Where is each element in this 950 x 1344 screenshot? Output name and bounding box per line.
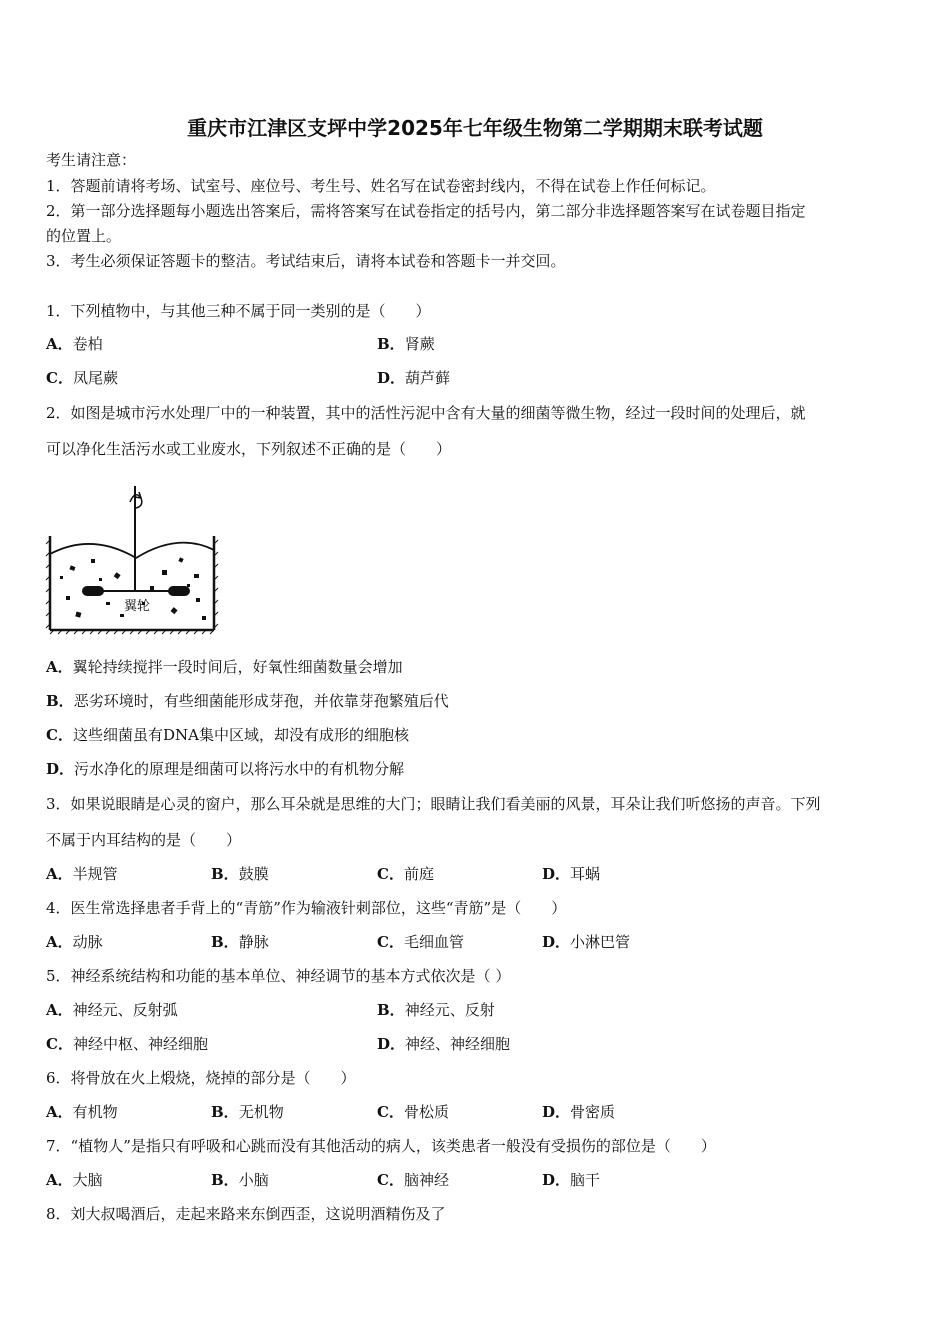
option-d[interactable] xyxy=(542,932,630,952)
option-text: 骨松质 xyxy=(403,1103,449,1121)
option-text: 动脉 xyxy=(72,933,103,951)
option-text: 毛细血管 xyxy=(403,933,464,951)
option-a[interactable] xyxy=(46,657,403,677)
option-text: 半规管 xyxy=(72,865,118,883)
sewage-treatment-figure xyxy=(44,478,222,638)
option-text: 有机物 xyxy=(72,1103,118,1121)
question-stem: 6．将骨放在火上煅烧，烧掉的部分是（ ） xyxy=(46,1069,356,1087)
option-text: 脑干 xyxy=(570,1171,601,1189)
option-text: 凤尾蕨 xyxy=(72,369,118,387)
option-key: A． xyxy=(46,335,73,353)
option-d[interactable] xyxy=(542,864,600,884)
tank-diagram xyxy=(44,478,222,638)
option-key: B． xyxy=(377,335,405,353)
option-a[interactable] xyxy=(46,334,103,354)
option-b[interactable] xyxy=(211,1170,269,1190)
option-key: A． xyxy=(46,1103,73,1121)
notice-item: 3．考生必须保证答题卡的整洁。考试结束后，请将本试卷和答题卡一并交回。 xyxy=(46,252,566,270)
option-text: 污水净化的原理是细菌可以将污水中的有机物分解 xyxy=(74,760,405,778)
question-stem: 8．刘大叔喝酒后，走起来路来东倒西歪，这说明酒精伤及了 xyxy=(46,1205,446,1223)
option-key: C． xyxy=(377,1171,404,1189)
option-a[interactable] xyxy=(46,1170,103,1190)
option-key: B． xyxy=(46,692,74,710)
option-key: D． xyxy=(377,1035,406,1053)
option-c[interactable] xyxy=(377,1170,449,1190)
option-c[interactable] xyxy=(46,725,409,745)
notice-item: 1．答题前请将考场、试室号、座位号、考生号、姓名写在试卷密封线内，不得在试卷上作任何标记。 xyxy=(46,177,716,195)
option-text: 神经元、反射 xyxy=(404,1001,495,1019)
option-key: B． xyxy=(377,1001,405,1019)
question-stem: 2．如图是城市污水处理厂中的一种装置，其中的活性污泥中含有大量的细菌等微生物，经过一段时间的处理后，就 xyxy=(46,404,806,422)
option-text: 卷柏 xyxy=(72,335,103,353)
option-text: 耳蜗 xyxy=(570,865,601,883)
option-text: 前庭 xyxy=(403,865,434,883)
option-text: 骨密质 xyxy=(570,1103,616,1121)
option-key: C． xyxy=(377,933,404,951)
option-c[interactable] xyxy=(46,1034,208,1054)
option-b[interactable] xyxy=(377,334,435,354)
option-key: C． xyxy=(46,726,73,744)
option-b[interactable] xyxy=(211,932,269,952)
question-stem: 可以净化生活污水或工业废水，下列叙述不正确的是（ ） xyxy=(46,440,452,458)
option-text: 翼轮持续搅拌一段时间后，好氧性细菌数量会增加 xyxy=(72,658,403,676)
option-key: C． xyxy=(46,369,73,387)
question-stem: 7．“植物人”是指只有呼吸和心跳而没有其他活动的病人，该类患者一般没有受损伤的部位是（ ） xyxy=(46,1137,716,1155)
option-d[interactable] xyxy=(377,1034,510,1054)
option-key: D． xyxy=(46,760,75,778)
option-text: 神经、神经细胞 xyxy=(405,1035,511,1053)
option-text: 神经中枢、神经细胞 xyxy=(72,1035,208,1053)
option-key: D． xyxy=(542,1103,571,1121)
option-key: B． xyxy=(211,865,239,883)
wall-hatching xyxy=(46,540,218,634)
option-d[interactable] xyxy=(542,1102,615,1122)
option-key: D． xyxy=(542,933,571,951)
option-key: D． xyxy=(542,865,571,883)
option-a[interactable] xyxy=(46,932,103,952)
option-text: 神经元、反射弧 xyxy=(72,1001,178,1019)
option-key: B． xyxy=(211,933,239,951)
option-key: B． xyxy=(211,1171,239,1189)
option-d[interactable] xyxy=(46,759,404,779)
option-text: 葫芦藓 xyxy=(405,369,451,387)
option-b[interactable] xyxy=(211,1102,284,1122)
question-stem: 4．医生常选择患者手背上的“青筋”作为输液针刺部位，这些“青筋”是（ ） xyxy=(46,899,567,917)
option-text: 小脑 xyxy=(238,1171,269,1189)
option-text: 无机物 xyxy=(238,1103,284,1121)
question-stem: 1．下列植物中，与其他三种不属于同一类别的是（ ） xyxy=(46,302,431,320)
option-key: C． xyxy=(46,1035,73,1053)
option-text: 恶劣环境时，有些细菌能形成芽孢，并依靠芽孢繁殖后代 xyxy=(73,692,449,710)
option-key: A． xyxy=(46,1001,73,1019)
option-key: C． xyxy=(377,1103,404,1121)
option-b[interactable] xyxy=(46,691,449,711)
option-key: C． xyxy=(377,865,404,883)
option-c[interactable] xyxy=(377,864,434,884)
paddle-left-blade xyxy=(82,586,104,596)
option-key: B． xyxy=(211,1103,239,1121)
option-a[interactable] xyxy=(46,1102,118,1122)
question-stem: 3．如果说眼睛是心灵的窗户，那么耳朵就是思维的大门；眼睛让我们看美丽的风景，耳朵让我们听悠扬的声音。下列 xyxy=(46,795,821,813)
option-text: 鼓膜 xyxy=(238,865,269,883)
option-b[interactable] xyxy=(211,864,269,884)
option-a[interactable] xyxy=(46,1000,178,1020)
option-text: 这些细菌虽有DNA集中区域，却没有成形的细胞核 xyxy=(72,726,409,744)
option-key: D． xyxy=(542,1171,571,1189)
option-d[interactable] xyxy=(542,1170,600,1190)
option-key: D． xyxy=(377,369,406,387)
option-c[interactable] xyxy=(46,368,118,388)
notice-item: 2．第一部分选择题每小题选出答案后，需将答案写在试卷指定的括号内，第二部分非选择题答案写在试卷题目指定 xyxy=(46,202,806,220)
figure-label: 翼轮 xyxy=(124,599,151,614)
option-key: A． xyxy=(46,933,73,951)
page-title: 重庆市江津区支坪中学2025年七年级生物第二学期期末联考试题 xyxy=(187,116,763,140)
option-a[interactable] xyxy=(46,864,118,884)
option-c[interactable] xyxy=(377,932,464,952)
notice-item: 的位置上。 xyxy=(46,227,122,245)
liquid-surface xyxy=(50,543,214,558)
paddle-right-blade xyxy=(168,586,190,596)
notice-heading: 考生请注意： xyxy=(46,151,137,169)
option-b[interactable] xyxy=(377,1000,495,1020)
option-key: A． xyxy=(46,865,73,883)
option-text: 大脑 xyxy=(72,1171,103,1189)
option-key: A． xyxy=(46,658,73,676)
question-stem: 5．神经系统结构和功能的基本单位、神经调节的基本方式依次是（ ） xyxy=(46,967,511,985)
option-text: 肾蕨 xyxy=(404,335,435,353)
option-c[interactable] xyxy=(377,1102,449,1122)
option-key: A． xyxy=(46,1171,73,1189)
option-d[interactable] xyxy=(377,368,450,388)
question-stem: 不属于内耳结构的是（ ） xyxy=(46,831,242,849)
option-text: 小淋巴管 xyxy=(570,933,631,951)
option-text: 脑神经 xyxy=(403,1171,449,1189)
option-text: 静脉 xyxy=(238,933,269,951)
